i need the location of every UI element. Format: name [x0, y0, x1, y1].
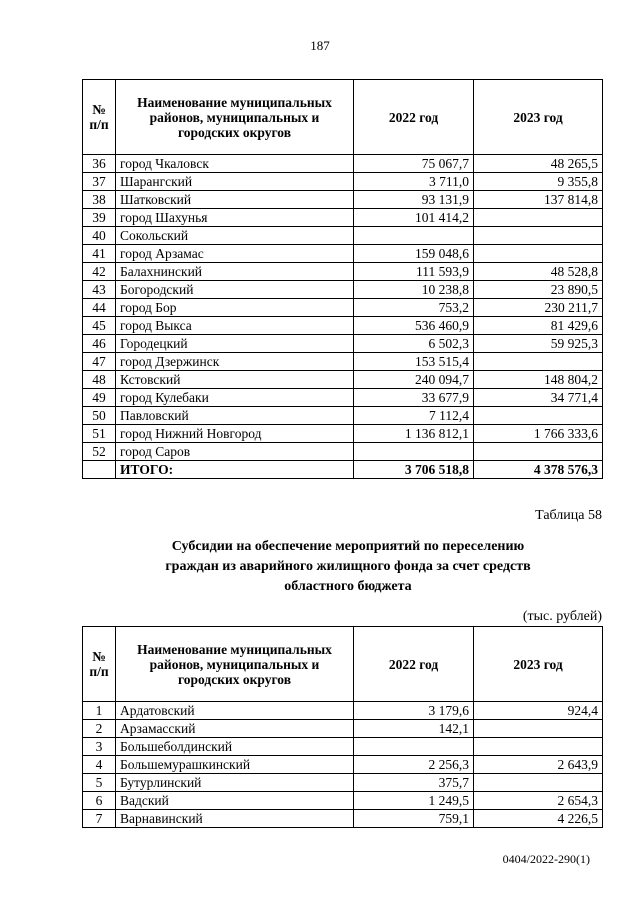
row-2022: 93 131,9 [354, 191, 474, 209]
row-name: Сокольский [116, 227, 354, 245]
row-2022: 240 094,7 [354, 371, 474, 389]
row-name: Ардатовский [116, 702, 354, 720]
row-2022 [354, 227, 474, 245]
row-2022: 6 502,3 [354, 335, 474, 353]
row-2023: 2 643,9 [474, 756, 603, 774]
table-row [83, 191, 603, 209]
row-2023: 81 429,6 [474, 317, 603, 335]
table-row [83, 353, 603, 371]
table1-body [83, 155, 603, 461]
row-number: 7 [83, 810, 116, 828]
row-2023 [474, 209, 603, 227]
table-row [83, 756, 603, 774]
row-name: Павловский [116, 407, 354, 425]
resettlement-subsidy-table [82, 626, 603, 828]
row-number: 37 [83, 173, 116, 191]
row-2022: 101 414,2 [354, 209, 474, 227]
row-name: Кстовский [116, 371, 354, 389]
row-2022: 111 593,9 [354, 263, 474, 281]
table-row [83, 425, 603, 443]
row-number: 46 [83, 335, 116, 353]
row-2023: 137 814,8 [474, 191, 603, 209]
table-row [83, 810, 603, 828]
row-2023 [474, 774, 603, 792]
total-2022: 3 706 518,8 [354, 461, 474, 479]
row-2023 [474, 407, 603, 425]
units-label: (тыс. рублей) [522, 609, 602, 624]
row-2022: 1 249,5 [354, 792, 474, 810]
table-title-line: граждан из аварийного жилищного фонда за счет средств [165, 559, 531, 574]
row-2023: 230 211,7 [474, 299, 603, 317]
row-name: Вадский [116, 792, 354, 810]
table-title-line: областного бюджета [284, 579, 412, 594]
table-row [83, 317, 603, 335]
row-number: 43 [83, 281, 116, 299]
row-number: 3 [83, 738, 116, 756]
header-2023: 2023 год [474, 80, 603, 155]
row-number: 1 [83, 702, 116, 720]
total-2023: 4 378 576,3 [474, 461, 603, 479]
row-number: 45 [83, 317, 116, 335]
row-2023: 148 804,2 [474, 371, 603, 389]
table-row [83, 443, 603, 461]
row-name: город Бор [116, 299, 354, 317]
row-2022: 33 677,9 [354, 389, 474, 407]
row-number: 40 [83, 227, 116, 245]
row-name: Большеболдинский [116, 738, 354, 756]
table-row [83, 245, 603, 263]
table-row [83, 209, 603, 227]
row-name: город Выкса [116, 317, 354, 335]
row-2022: 753,2 [354, 299, 474, 317]
row-2023: 9 355,8 [474, 173, 603, 191]
header-number: № п/п [83, 80, 116, 155]
table-title-line: Субсидии на обеспечение мероприятий по переселению [171, 539, 525, 554]
row-2022: 1 136 812,1 [354, 425, 474, 443]
row-name: город Саров [116, 443, 354, 461]
total-label: ИТОГО: [116, 461, 354, 479]
row-2023: 4 226,5 [474, 810, 603, 828]
total-row [83, 461, 603, 479]
row-2023: 1 766 333,6 [474, 425, 603, 443]
row-2023 [474, 353, 603, 371]
row-2022 [354, 443, 474, 461]
document-code: 0404/2022-290(1) [502, 852, 590, 866]
row-2022: 159 048,6 [354, 245, 474, 263]
row-2023 [474, 443, 603, 461]
row-number: 38 [83, 191, 116, 209]
row-name: город Дзержинск [116, 353, 354, 371]
row-name: Шарангский [116, 173, 354, 191]
total-num-cell [83, 461, 116, 479]
row-number: 4 [83, 756, 116, 774]
table-row [83, 738, 603, 756]
row-2023: 48 265,5 [474, 155, 603, 173]
row-2022: 759,1 [354, 810, 474, 828]
row-number: 2 [83, 720, 116, 738]
header-2022: 2022 год [354, 80, 474, 155]
row-name: Богородский [116, 281, 354, 299]
row-number: 6 [83, 792, 116, 810]
row-name: город Нижний Новгород [116, 425, 354, 443]
row-number: 48 [83, 371, 116, 389]
table-row [83, 299, 603, 317]
row-2022: 3 179,6 [354, 702, 474, 720]
table-row [83, 720, 603, 738]
page-number: 187 [310, 38, 330, 53]
row-name: Большемурашкинский [116, 756, 354, 774]
row-2022: 10 238,8 [354, 281, 474, 299]
row-number: 52 [83, 443, 116, 461]
row-2023 [474, 245, 603, 263]
row-2023 [474, 738, 603, 756]
row-number: 49 [83, 389, 116, 407]
row-2022: 3 711,0 [354, 173, 474, 191]
row-2023: 34 771,4 [474, 389, 603, 407]
table-row [83, 792, 603, 810]
row-name: Балахнинский [116, 263, 354, 281]
row-2022: 2 256,3 [354, 756, 474, 774]
row-name: город Чкаловск [116, 155, 354, 173]
header-2023: 2023 год [474, 627, 603, 702]
row-number: 41 [83, 245, 116, 263]
row-2023 [474, 720, 603, 738]
row-number: 47 [83, 353, 116, 371]
header-number: № п/п [83, 627, 116, 702]
table-row [83, 702, 603, 720]
row-2022: 75 067,7 [354, 155, 474, 173]
table-row [83, 263, 603, 281]
header-name: Наименование муниципальных районов, муниципальных и городских округов [116, 80, 354, 155]
row-2022: 7 112,4 [354, 407, 474, 425]
row-name: город Кулебаки [116, 389, 354, 407]
row-name: Арзамасский [116, 720, 354, 738]
table-row [83, 227, 603, 245]
table-row [83, 155, 603, 173]
row-name: Бутурлинский [116, 774, 354, 792]
row-name: город Арзамас [116, 245, 354, 263]
table-row [83, 371, 603, 389]
table-row [83, 281, 603, 299]
table-row [83, 407, 603, 425]
row-2023 [474, 227, 603, 245]
row-name: город Шахунья [116, 209, 354, 227]
row-2023: 59 925,3 [474, 335, 603, 353]
table-row [83, 389, 603, 407]
row-name: Варнавинский [116, 810, 354, 828]
table-row [83, 335, 603, 353]
row-2022 [354, 738, 474, 756]
row-number: 5 [83, 774, 116, 792]
table-row [83, 173, 603, 191]
table-label: Таблица 58 [535, 508, 602, 523]
row-2023: 23 890,5 [474, 281, 603, 299]
table-title [0, 537, 640, 597]
row-2022: 142,1 [354, 720, 474, 738]
row-number: 44 [83, 299, 116, 317]
row-number: 42 [83, 263, 116, 281]
row-2023: 924,4 [474, 702, 603, 720]
table2-body [83, 702, 603, 828]
row-name: Городецкий [116, 335, 354, 353]
row-name: Шатковский [116, 191, 354, 209]
row-2022: 375,7 [354, 774, 474, 792]
row-number: 36 [83, 155, 116, 173]
table-row [83, 774, 603, 792]
header-2022: 2022 год [354, 627, 474, 702]
row-2023: 48 528,8 [474, 263, 603, 281]
row-number: 39 [83, 209, 116, 227]
row-2023: 2 654,3 [474, 792, 603, 810]
subsidy-table-continued [82, 79, 603, 479]
header-name: Наименование муниципальных районов, муниципальных и городских округов [116, 627, 354, 702]
row-2022: 536 460,9 [354, 317, 474, 335]
row-number: 51 [83, 425, 116, 443]
row-2022: 153 515,4 [354, 353, 474, 371]
row-number: 50 [83, 407, 116, 425]
